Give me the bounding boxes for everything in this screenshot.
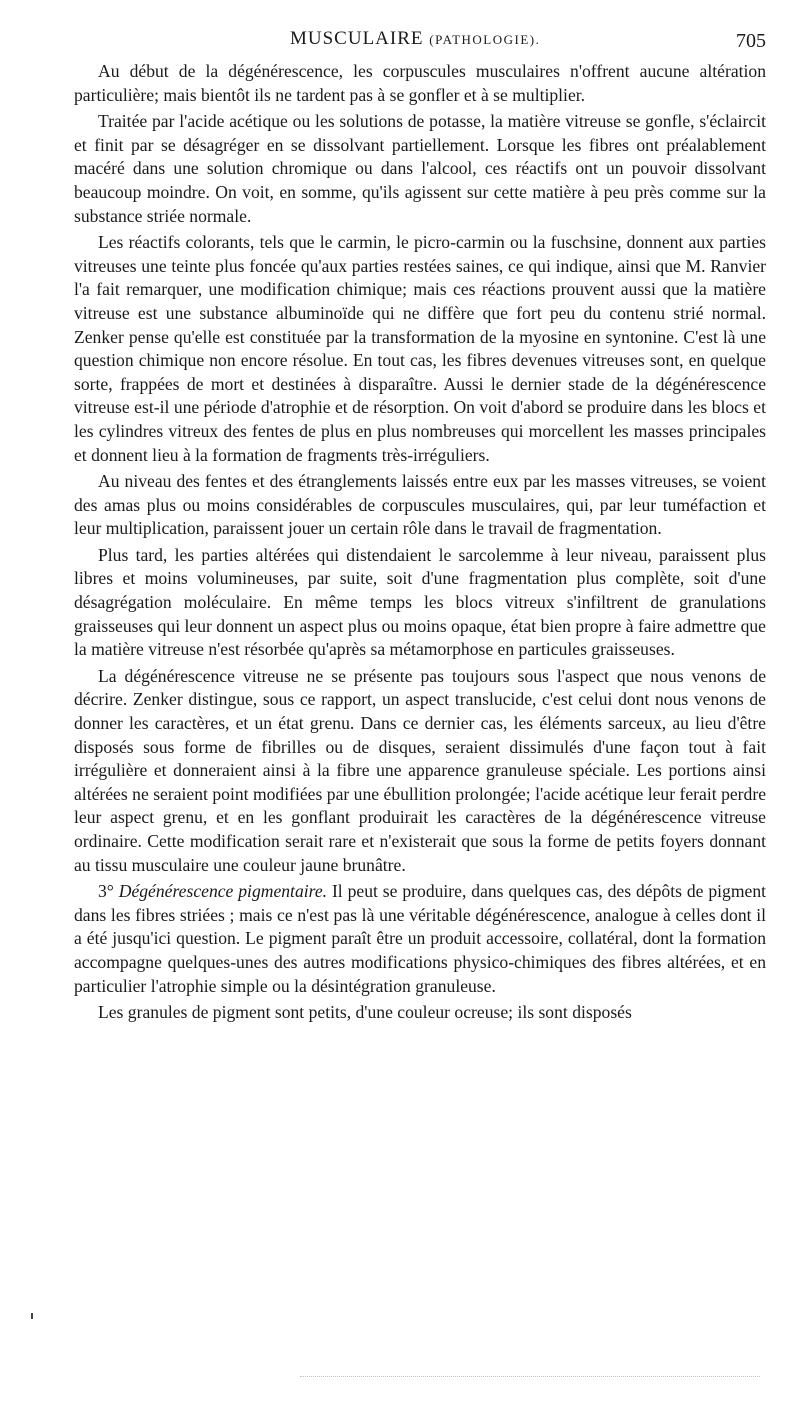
section-heading: Dégénérescence pigmentaire. <box>118 881 328 902</box>
paragraph-5: Plus tard, les parties altérées qui distendaient le sarcolemme à leur niveau, paraissent plus libres et moins volumineuses, par suite, soit d'une fragmentation plus complète, soit d'une désagrégation moléculaire. En même temps les blocs vitreux s'infiltrent de granulations graisseuses qui leur donnent un aspect plus ou moins opaque, état bien propre à faire admettre que la matière vitreuse n'est résorbée qu'après sa métamorphose en particules graisseuses. <box>74 544 766 660</box>
paragraph-7 <box>74 880 766 998</box>
paragraph-2: Traitée par l'acide acétique ou les solutions de potasse, la matière vitreuse se gonfle, s'éclaircit et finit par se désagréger en se dissolvant partiellement. Lorsque les fibres ont préalablement macéré dans une solution chromique ou dans l'alcool, ces réactifs ont un pouvoir dissolvant beaucoup moindre. On voit, en somme, qu'ils agissent sur cette matière à peu près comme sur la substance striée normale. <box>74 111 766 226</box>
body-text <box>74 60 766 1025</box>
paragraph-6: La dégénérescence vitreuse ne se présente pas toujours sous l'aspect que nous venons de décrire. Zenker distingue, sous ce rapport, un aspect translucide, c'est celui dont nous venons de donner les caractères, et un état grenu. Dans ce dernier cas, les éléments sarceux, au lieu d'être disposés sous forme de fibrilles ou de disques, seraient dissimulés d'une façon tout à fait irrégulière et donneraient ainsi à la fibre une apparence granuleuse spéciale. Les portions ainsi altérées ne seraient point modifiées par une ébullition prolongée; l'acide acétique leur ferait perdre leur aspect grenu, et en les gonflant produirait les caractères de la dégénérescence vitreuse ordinaire. Cette modification serait rare et n'existerait que sous la forme de petits foyers donnant au tissu musculaire une couleur jaune brunâtre. <box>74 665 766 875</box>
page <box>74 28 766 1028</box>
margin-speck <box>31 1313 33 1319</box>
paragraph-7-text: Il peut se produire, dans quelques cas, des dépôts de pigment dans les fibres striées ; mais ce n'est pas là une véritable dégénérescence, analogue à celles dont il a été jusqu'ici question. Le pigment paraît être un produit accessoire, collatéral, dont la formation accompagne quelques-unes des autres modifications physico-chimiques des fibres altérées, et en particulier l'atrophie simple ou la désintégration granuleuse. <box>74 881 767 996</box>
header-title: MUSCULAIRE <box>290 28 424 49</box>
paragraph-3: Les réactifs colorants, tels que le carmin, le picro-carmin ou la fuschsine, donnent aux parties vitreuses une teinte plus foncée qu'aux parties restées saines, ce qui indique, ainsi que M. Ranvier l'a fait remarquer, une modification chimique; mais ces réactions prouvent aussi que la matière vitreuse est une substance albuminoïde qui ne diffère que fort peu du contenu strié normal. Zenker pense qu'elle est constituée par la transformation de la myosine en syntonine. C'est là une question chimique non encore résolue. En tout cas, les fibres devenues vitreuses sont, en quelque sorte, frappées de mort et destinées à disparaître. Aussi le dernier stade de la dégénérescence vitreuse est-il une période d'atrophie et de résorption. On voit d'abord se produire dans les blocs et les cylindres vitreux des fentes de plus en plus nombreuses qui morcellent les masses principales et donnent lieu à la formation de fragments très-irréguliers. <box>74 232 766 465</box>
page-number: 705 <box>736 30 766 52</box>
paragraph-8: Les granules de pigment sont petits, d'une couleur ocreuse; ils sont disposés <box>98 1002 632 1023</box>
running-title <box>290 28 540 50</box>
scan-noise <box>300 1376 760 1379</box>
paragraph-4: Au niveau des fentes et des étranglements laissés entre eux par les masses vitreuses, se voient des amas plus ou moins considérables de corpuscules musculaires, qui, par leur tuméfaction et leur multiplication, paraissent jouer un certain rôle dans le travail de fragmentation. <box>74 471 766 539</box>
section-number: 3° <box>98 881 119 902</box>
header-subtitle: (PATHOLOGIE). <box>429 32 541 47</box>
running-header <box>74 28 766 60</box>
paragraph-1: Au début de la dégénérescence, les corpuscules musculaires n'offrent aucune altération particulière; mais bientôt ils ne tardent pas à se gonfler et à se multiplier. <box>74 61 766 105</box>
